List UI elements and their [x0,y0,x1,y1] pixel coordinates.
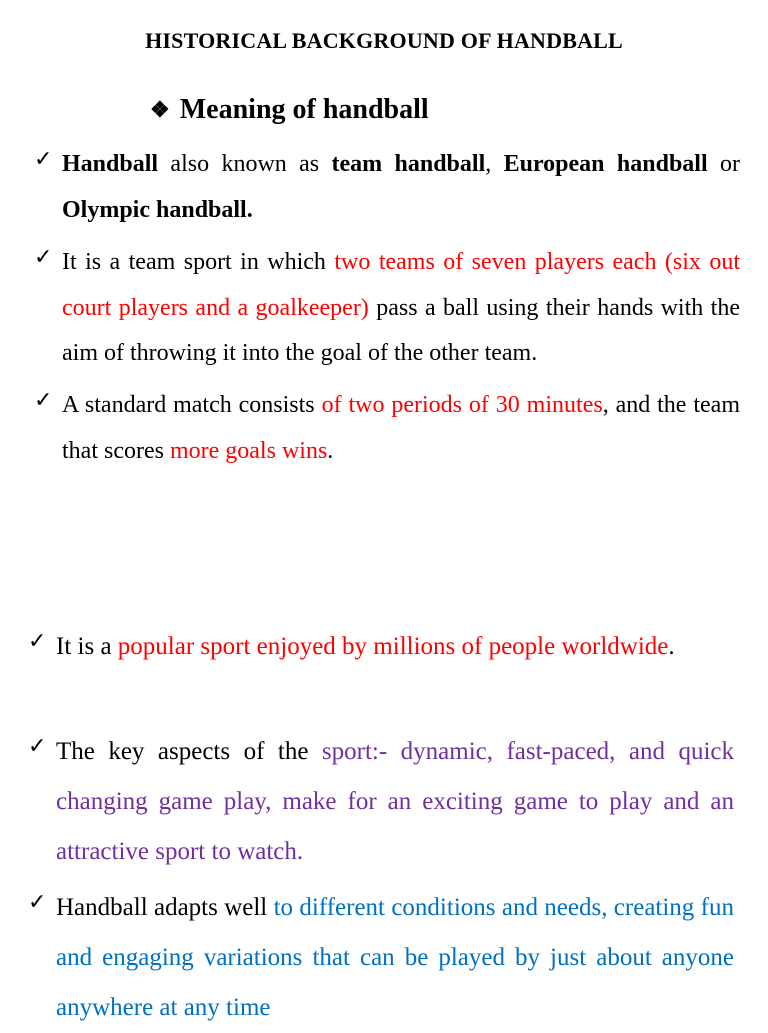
bullet-text: also known as [158,151,332,177]
bullet-text: . [668,633,675,660]
bullet-text: Handball adapts well [56,894,274,921]
section-heading-text: Meaning of handball [179,94,429,125]
bullet-text: , and the team that scores [62,392,740,464]
checkmark-icon: ✓ [34,244,53,269]
bullet-text-bold: Handball [62,151,159,177]
checkmark-icon: ✓ [28,733,47,758]
checkmark-icon: ✓ [34,146,53,171]
bullet-item-key-aspects [28,727,734,877]
checkmark-icon: ✓ [28,889,47,914]
bullet-item-adapts [28,883,734,1033]
bullet-text-highlight: sport:- dynamic, fast-paced, and quick changing game play, make for an exciting game to play and an attractive sport to watch. [56,738,735,865]
section-heading [150,94,429,126]
bullet-text-highlight: popular sport enjoyed by millions of people worldwide [117,633,669,660]
bullet-text-bold: team handball [331,151,486,177]
bullet-text-bold: European handball [503,151,708,177]
bullet-text: It is a team sport in which [62,249,335,275]
checkmark-icon: ✓ [28,628,47,653]
bullet-text: It is a [56,633,118,660]
bullet-text-highlight: to different conditions and needs, creating fun and engaging variations that can be played by just about anyone anywhere at any time [56,894,734,1021]
bullet-text: , [485,151,504,177]
bullet-text-highlight: more goals wins [169,437,328,464]
bullet-text-highlight: of two periods of 30 minutes [321,392,603,418]
bullet-item-team-sport [34,240,740,377]
bullet-text-bold: Olympic handball. [62,196,253,223]
diamond-bullet-icon: ❖ [150,97,170,122]
bullet-text-highlight: two teams of seven players each (six out court players and a goalkeeper) [62,249,741,321]
bullet-text: The key aspects of the [56,738,322,765]
page-title: HISTORICAL BACKGROUND OF HANDBALL [145,28,623,53]
bullet-text: pass a ball using their hands with the aim of throwing it into the goal of the other team. [62,294,740,366]
bullet-text: A standard match consists [62,392,322,418]
bullet-text: or [707,151,740,177]
bullet-text: . [327,437,334,464]
bullet-item-definition [34,142,740,233]
checkmark-icon: ✓ [34,387,53,412]
bullet-item-popular [28,622,734,672]
bullet-item-match [34,383,740,474]
